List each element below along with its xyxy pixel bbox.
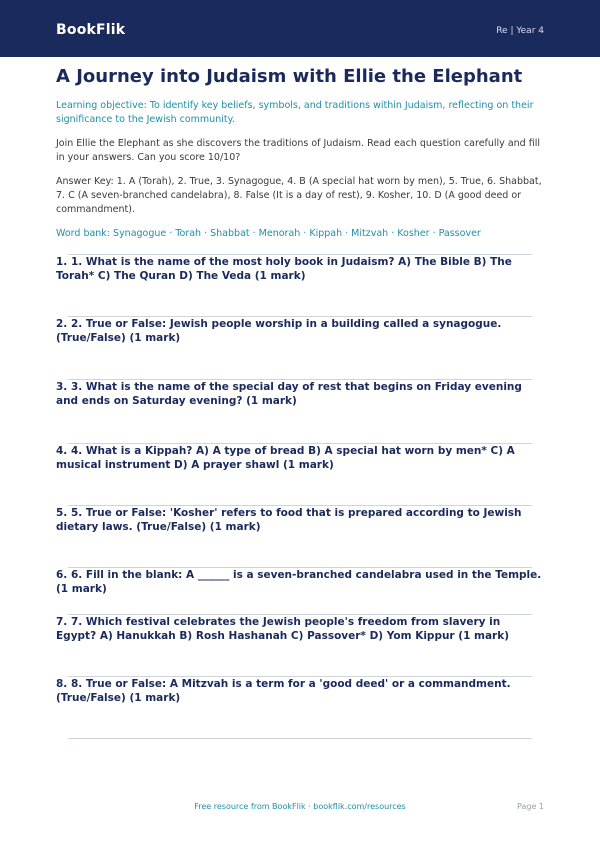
question-item — [56, 614, 544, 676]
brand-logo[interactable]: BookFlik — [56, 22, 126, 38]
worksheet-body — [56, 66, 544, 739]
header-bar — [0, 0, 600, 57]
learning-objective: Learning objective: To identify key beliefs, symbols, and traditions within Judaism, reflecting on their significance to the Jewish community. — [56, 100, 534, 125]
question-text: 2. 2. True or False: Jewish people worship in a building called a synagogue. (True/False) (1 mark) — [56, 318, 502, 344]
intro-text: Join Ellie the Elephant as she discovers the traditions of Judaism. Read each question carefully and fill in your answers. Can you score 10/10? — [56, 138, 540, 163]
question-text: 3. 3. What is the name of the special day of rest that begins on Friday evening and ends on Saturday evening? (1 mark) — [56, 381, 522, 407]
question-item — [56, 379, 544, 443]
word-bank: Word bank: Synagogue · Torah · Shabbat · Menorah · Kippah · Mitzvah · Kosher · Passover — [56, 228, 481, 239]
question-text: 5. 5. True or False: 'Kosher' refers to food that is prepared according to Jewish dietary laws. (True/False) (1 mark) — [56, 507, 522, 533]
question-item — [56, 676, 544, 738]
answer-key: Answer Key: 1. A (Torah), 2. True, 3. Synagogue, 4. B (A special hat worn by men), 5. True, 6. Shabbat, 7. C (A seven-branched candelabra), 8. False (It is a day of rest), 9. Kosher, 10. D (A good deed or commandment). — [56, 176, 542, 215]
question-item — [56, 567, 544, 614]
subject-year-label: Re | Year 4 — [496, 26, 544, 36]
page-footer — [0, 802, 600, 816]
page-title: A Journey into Judaism with Ellie the Elephant — [56, 66, 523, 87]
page-number: Page 1 — [517, 802, 544, 811]
question-item — [56, 505, 544, 567]
question-list — [56, 254, 544, 739]
question-item — [56, 254, 544, 316]
question-text: 4. 4. What is a Kippah? A) A type of bread B) A special hat worn by men* C) A musical instrument D) A prayer shawl (1 mark) — [56, 445, 515, 471]
question-text: 6. 6. Fill in the blank: A ______ is a seven-branched candelabra used in the Temple. (1 mark) — [56, 569, 542, 595]
question-text: 7. 7. Which festival celebrates the Jewish people's freedom from slavery in Egypt? A) Hanukkah B) Rosh Hashanah C) Passover* D) Yom Kippur (1 mark) — [56, 616, 510, 642]
answer-line[interactable] — [68, 738, 532, 739]
footer-resource-link[interactable]: Free resource from BookFlik · bookflik.com/resources — [194, 802, 406, 811]
question-text: 8. 8. True or False: A Mitzvah is a term for a 'good deed' or a commandment. (True/False) (1 mark) — [56, 678, 511, 704]
question-item — [56, 316, 544, 379]
question-item — [56, 443, 544, 505]
question-text: 1. 1. What is the name of the most holy book in Judaism? A) The Bible B) The Torah* C) The Quran D) The Veda (1 mark) — [56, 256, 512, 282]
